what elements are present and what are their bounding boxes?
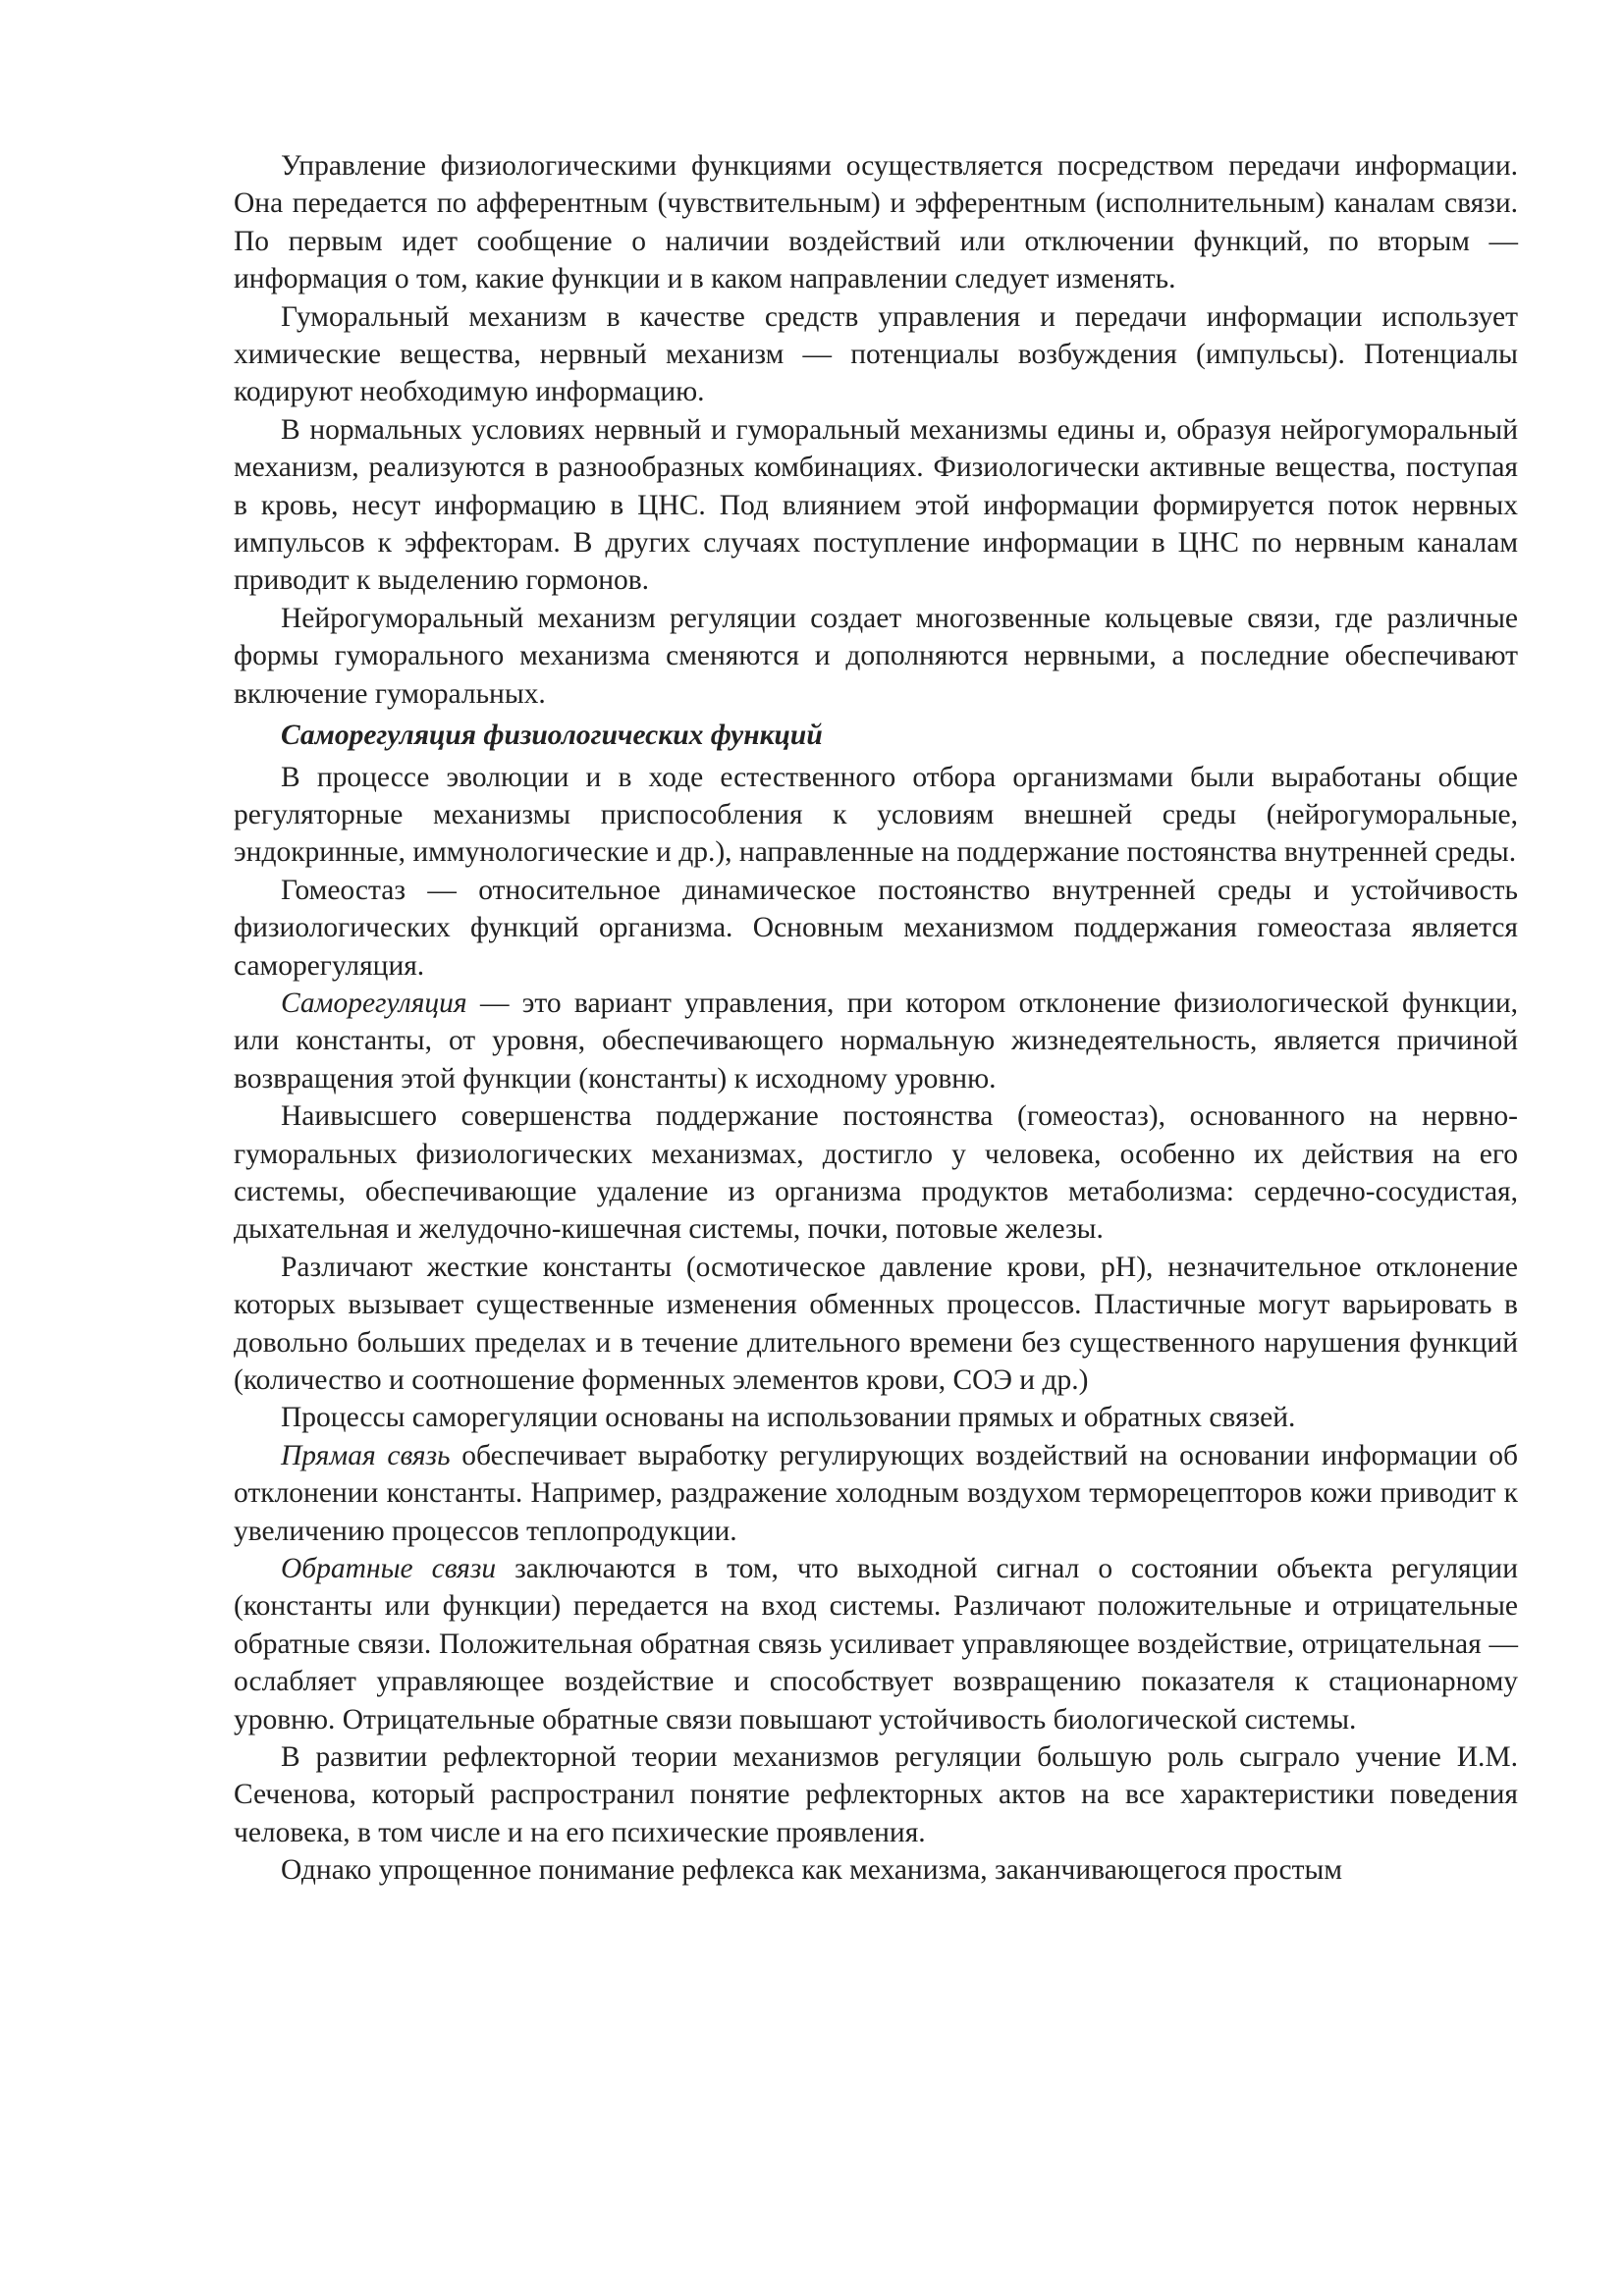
- paragraph-11: [234, 1437, 1518, 1550]
- paragraph-11-body: обеспечивает выработку регулирующих воздействий на основании информации об отклонении константы. Например, раздражение холодным воздухом терморецепторов кожи приводит к увеличению процессов теплопродукции.: [234, 1439, 1518, 1547]
- paragraph-14: Однако упрощенное понимание рефлекса как механизма, заканчивающегося простым: [281, 1854, 1343, 1887]
- term-self-regulation: Саморегуляция: [281, 987, 467, 1019]
- paragraph-7: [234, 985, 1518, 1097]
- paragraph-10: Процессы саморегуляции основаны на использовании прямых и обратных связей.: [281, 1402, 1296, 1434]
- document-page: [234, 147, 1518, 1890]
- paragraph-1: Управление физиологическими функциями осуществляется посредством передачи информации. Она передается по афферентным (чувствительным) и эфферентным (исполнительным) каналам связи. По первым идет сообщение о наличии воздействий или отключении функций, по вторым — информация о том, какие функции и в каком направлении следует изменять.: [234, 150, 1518, 295]
- paragraph-4: Нейрогуморальный механизм регуляции создает многозвенные кольцевые связи, где различные формы гуморального механизма сменяются и дополняются нервными, а последние обеспечивают включение гуморальных.: [234, 602, 1518, 710]
- paragraph-12-body: заключаются в том, что выходной сигнал о состоянии объекта регуляции (константы или функции) передается на вход системы. Различают положительные и отрицательные обратные связи. Положительная обратная связь усиливает управляющее воздействие, отрицательная — ослабляет управляющее воздействие и способствует возвращению показателя к стационарному уровню. Отрицательные обратные связи повышают устойчивость биологической системы.: [234, 1553, 1518, 1735]
- paragraph-8: Наивысшего совершенства поддержание постоянства (гомеостаз), основанного на нервно-гуморальных физиологических механизмах, достигло у человека, особенно их действия на его системы, обеспечивающие удаление из организма продуктов метаболизма: сердечно-сосудистая, дыхательная и желудочно-кишечная системы, почки, потовые железы.: [234, 1100, 1518, 1246]
- paragraph-9: Различают жесткие константы (осмотическое давление крови, pH), незначительное отклонение которых вызывает существенные изменения обменных процессов. Пластичные могут варьировать в довольно больших пределах и в течение длительного времени без существенного нарушения функций (количество и соотношение форменных элементов крови, СОЭ и др.): [234, 1251, 1518, 1396]
- paragraph-5: В процессе эволюции и в ходе естественного отбора организмами были выработаны общие регуляторные механизмы приспособления к условиям внешней среды (нейрогуморальные, эндокринные, иммунологические и др.), направленные на поддержание постоянства внутренней среды.: [234, 761, 1518, 869]
- section-heading: Саморегуляция физиологических функций: [281, 720, 823, 752]
- paragraph-6: Гомеостаз — относительное динамическое постоянство внутренней среды и устойчивость физиологических функций организма. Основным механизмом поддержания гомеостаза является саморегуляция.: [234, 874, 1518, 982]
- paragraph-12: [234, 1550, 1518, 1738]
- term-direct-link: Прямая связь: [281, 1439, 451, 1471]
- paragraph-2: Гуморальный механизм в качестве средств управления и передачи информации использует химические вещества, нервный механизм — потенциалы возбуждения (импульсы). Потенциалы кодируют необходимую информацию.: [234, 300, 1518, 408]
- term-feedback: Обратные связи: [281, 1553, 497, 1585]
- paragraph-7-body: — это вариант управления, при котором отклонение физиологической функции, или константы, от уровня, обеспечивающего нормальную жизнедеятельность, является причиной возвращения этой функции (константы) к исходному уровню.: [234, 987, 1518, 1095]
- paragraph-3: В нормальных условиях нервный и гуморальный механизмы едины и, образуя нейрогуморальный механизм, реализуются в разнообразных комбинациях. Физиологически активные вещества, поступая в кровь, несут информацию в ЦНС. Под влиянием этой информации формируется поток нервных импульсов к эффекторам. В других случаях поступление информации в ЦНС по нервным каналам приводит к выделению гормонов.: [234, 413, 1518, 597]
- paragraph-13: В развитии рефлекторной теории механизмов регуляции большую роль сыграло учение И.М. Сеченова, который распространил понятие рефлекторных актов на все характеристики поведения человека, в том числе и на его психические проявления.: [234, 1741, 1518, 1848]
